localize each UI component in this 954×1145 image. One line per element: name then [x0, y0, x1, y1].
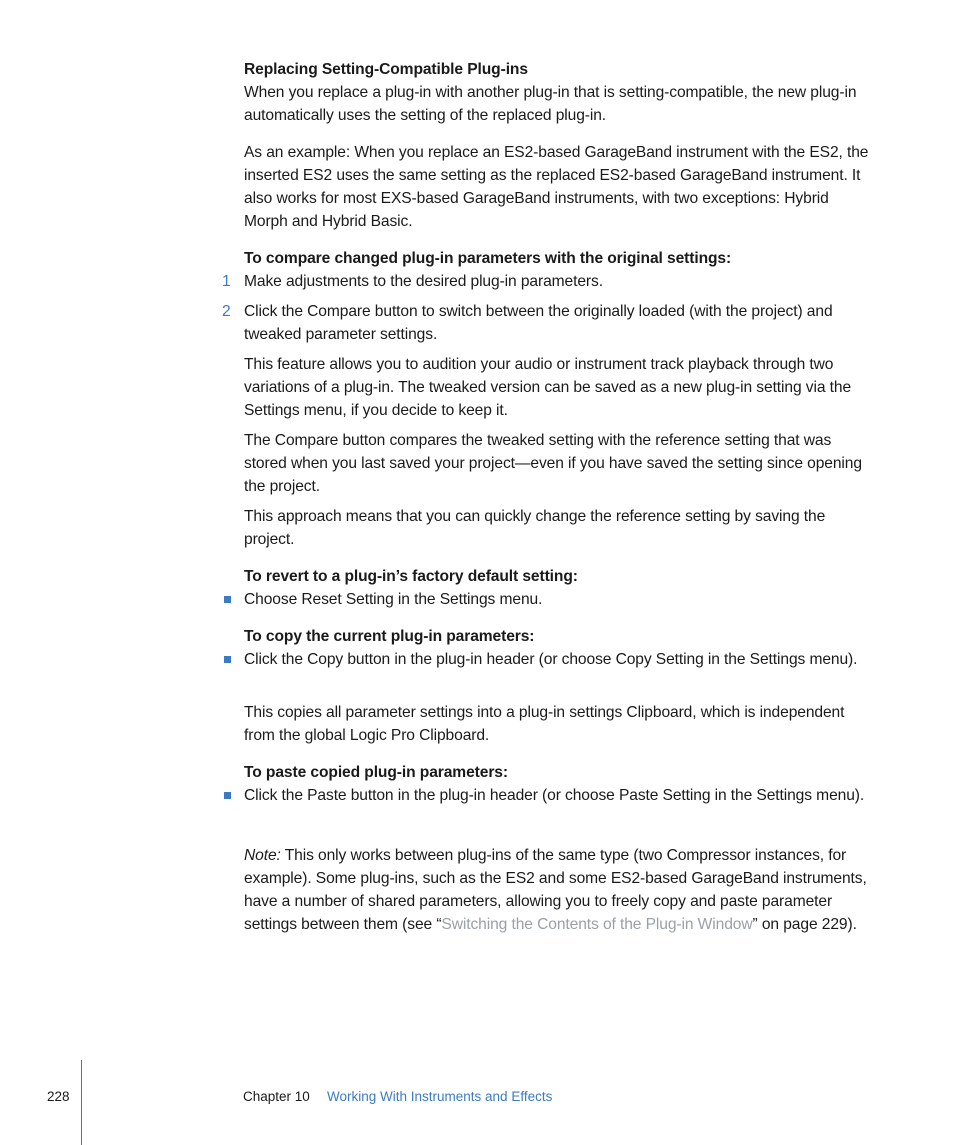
cross-reference-link[interactable]: Switching the Contents of the Plug-in Window	[441, 916, 753, 933]
note-paragraph	[244, 844, 874, 936]
task-heading-paste: To paste copied plug-in parameters:	[244, 764, 508, 781]
paragraph: When you replace a plug-in with another plug-in that is setting-compatible, the new plug-in automatically uses the setting of the replaced plug-in.	[244, 84, 857, 124]
footer-divider	[81, 1060, 82, 1145]
chapter-label: Chapter 10	[243, 1089, 310, 1104]
bullet-square-icon	[224, 792, 231, 799]
note-text-end: ” on page 229).	[752, 916, 857, 933]
page-number: 228	[47, 1089, 70, 1104]
chapter-title: Working With Instruments and Effects	[327, 1089, 553, 1104]
bullet-text: Choose Reset Setting in the Settings menu.	[244, 591, 543, 608]
step-text: Make adjustments to the desired plug-in parameters.	[244, 273, 603, 290]
note-text: This only works between plug-ins of the same type (two Compressor instances, for example). Some plug-ins, such as the ES2 and some ES2-based GarageBand instruments, have a number of shared parameters, allowing you to freely copy and paste parameter settings between them (see “	[244, 847, 867, 933]
task-heading-copy: To copy the current plug-in parameters:	[244, 628, 535, 645]
step-number: 2	[222, 303, 231, 320]
task-heading-revert: To revert to a plug-in’s factory default setting:	[244, 568, 578, 585]
paragraph: The Compare button compares the tweaked setting with the reference setting that was stored when you last saved your project—even if you have saved the setting since opening the project.	[244, 432, 862, 495]
note-label: Note:	[244, 847, 281, 864]
step-number: 1	[222, 273, 231, 290]
bullet-text: Click the Copy button in the plug-in header (or choose Copy Setting in the Settings menu).	[244, 651, 858, 668]
paragraph: As an example: When you replace an ES2-based GarageBand instrument with the ES2, the inserted ES2 uses the same setting as the replaced ES2-based GarageBand instrument. It also works for most EXS-based GarageBand instruments, with two exceptions: Hybrid Morph and Hybrid Basic.	[244, 144, 869, 230]
paragraph: This copies all parameter settings into a plug-in settings Clipboard, which is independent from the global Logic Pro Clipboard.	[244, 704, 845, 744]
bullet-square-icon	[224, 656, 231, 663]
step-text: Click the Compare button to switch between the originally loaded (with the project) and tweaked parameter settings.	[244, 303, 833, 343]
task-heading-compare: To compare changed plug-in parameters with the original settings:	[244, 250, 732, 267]
section-heading: Replacing Setting-Compatible Plug-ins	[244, 61, 528, 78]
paragraph: This approach means that you can quickly change the reference setting by saving the project.	[244, 508, 826, 548]
bullet-text: Click the Paste button in the plug-in header (or choose Paste Setting in the Settings menu).	[244, 787, 865, 804]
paragraph: This feature allows you to audition your audio or instrument track playback through two variations of a plug-in. The tweaked version can be saved as a new plug-in setting via the Settings menu, if you decide to keep it.	[244, 356, 852, 419]
bullet-square-icon	[224, 596, 231, 603]
